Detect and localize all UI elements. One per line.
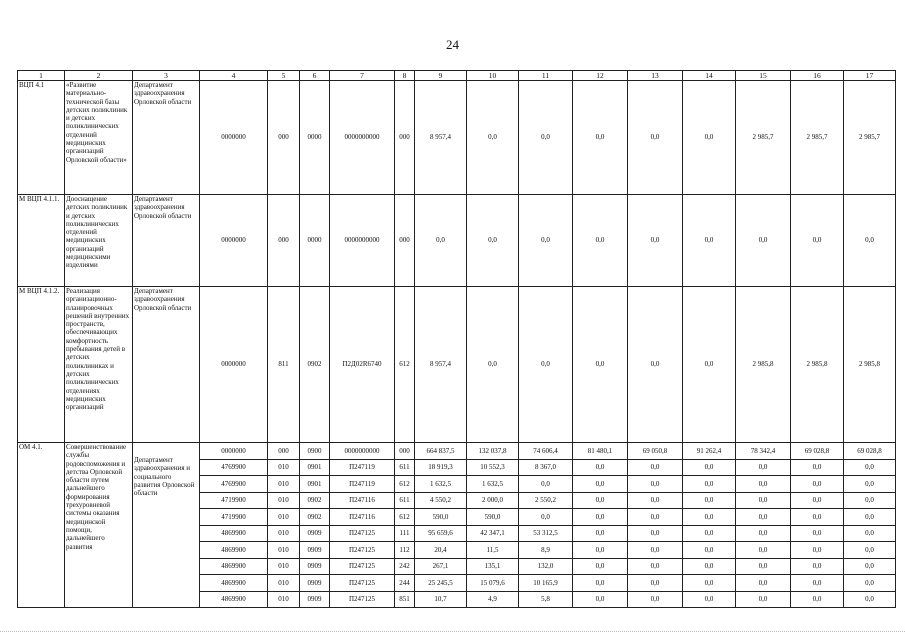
data-cell: 8 957,4: [415, 81, 467, 195]
data-cell: 0000000000: [330, 443, 395, 460]
data-cell: 0,0: [791, 509, 844, 526]
data-cell: 0,0: [736, 591, 791, 608]
data-cell: 0,0: [683, 542, 736, 559]
data-cell: 0,0: [683, 287, 736, 443]
column-number: 11: [519, 71, 573, 81]
data-cell: 2 985,7: [736, 81, 791, 195]
column-number: 12: [573, 71, 628, 81]
data-cell: 010: [268, 542, 300, 559]
data-cell: 0,0: [573, 542, 628, 559]
data-cell: 42 347,1: [467, 525, 519, 542]
data-cell: 851: [395, 591, 415, 608]
column-number: 13: [628, 71, 683, 81]
data-cell: 0902: [300, 509, 330, 526]
data-cell: П247125: [330, 575, 395, 592]
data-cell: 0,0: [736, 575, 791, 592]
data-cell: 612: [395, 509, 415, 526]
column-number: 14: [683, 71, 736, 81]
data-cell: 0,0: [573, 287, 628, 443]
data-cell: 2 985,8: [791, 287, 844, 443]
data-cell: 4769900: [200, 459, 268, 476]
data-cell: 0,0: [791, 558, 844, 575]
table-row: [18, 195, 896, 287]
data-cell: 0,0: [628, 509, 683, 526]
data-cell: 0,0: [628, 542, 683, 559]
data-cell: 4869900: [200, 542, 268, 559]
data-cell: 0,0: [844, 542, 896, 559]
page-number: 24: [446, 37, 459, 52]
data-cell: 15 079,6: [467, 575, 519, 592]
data-cell: 612: [395, 476, 415, 493]
column-number: 7: [330, 71, 395, 81]
data-cell: 0,0: [628, 575, 683, 592]
data-cell: 25 245,5: [415, 575, 467, 592]
data-cell: 244: [395, 575, 415, 592]
table-row: [18, 443, 896, 460]
data-cell: П247125: [330, 525, 395, 542]
data-cell: 81 480,1: [573, 443, 628, 460]
data-cell: П247125: [330, 591, 395, 608]
data-cell: 0000000: [200, 195, 268, 287]
data-cell: 4 550,2: [415, 492, 467, 509]
column-number: 4: [200, 71, 268, 81]
data-cell: 010: [268, 476, 300, 493]
column-number: 17: [844, 71, 896, 81]
data-cell: 91 262,4: [683, 443, 736, 460]
data-cell: 2 985,7: [791, 81, 844, 195]
data-cell: 135,1: [467, 558, 519, 575]
data-cell: 0,0: [791, 542, 844, 559]
data-cell: 0000: [300, 81, 330, 195]
row-executor: Департамент здравоохранения Орловской области: [133, 287, 200, 443]
data-cell: 0,0: [844, 459, 896, 476]
data-cell: 0,0: [628, 525, 683, 542]
data-cell: 0,0: [573, 525, 628, 542]
data-cell: 0,0: [467, 195, 519, 287]
data-cell: 11,5: [467, 542, 519, 559]
data-cell: 664 837,5: [415, 443, 467, 460]
data-cell: 0,0: [844, 509, 896, 526]
table-row: [18, 287, 896, 443]
data-cell: 242: [395, 558, 415, 575]
data-cell: 0,0: [683, 591, 736, 608]
data-cell: 10,7: [415, 591, 467, 608]
column-number: 3: [133, 71, 200, 81]
budget-table: [17, 70, 896, 608]
data-cell: 8 367,0: [519, 459, 573, 476]
data-cell: 0,0: [844, 525, 896, 542]
data-cell: 0,0: [791, 195, 844, 287]
data-cell: 000: [395, 81, 415, 195]
data-cell: 4,9: [467, 591, 519, 608]
data-cell: 010: [268, 492, 300, 509]
data-cell: 0,0: [844, 492, 896, 509]
data-cell: 2 000,0: [467, 492, 519, 509]
column-number: 10: [467, 71, 519, 81]
column-number: 6: [300, 71, 330, 81]
data-cell: 0909: [300, 558, 330, 575]
row-name: Дооснащение детских поликлиник и детских поликлиничеcких отделений медицинских организаций медицинскими изделиями: [65, 195, 133, 287]
data-cell: 0,0: [573, 558, 628, 575]
data-cell: 0900: [300, 443, 330, 460]
data-cell: 590,0: [467, 509, 519, 526]
data-cell: 0,0: [573, 591, 628, 608]
data-cell: 0,0: [467, 81, 519, 195]
data-cell: 0,0: [519, 81, 573, 195]
data-cell: 20,4: [415, 542, 467, 559]
data-cell: 0,0: [628, 591, 683, 608]
row-code: ВЦП 4.1: [18, 81, 65, 195]
column-number: 9: [415, 71, 467, 81]
data-cell: П247125: [330, 542, 395, 559]
data-cell: 0,0: [683, 476, 736, 493]
data-cell: 0,0: [519, 476, 573, 493]
data-cell: 000: [268, 195, 300, 287]
data-cell: 0,0: [736, 459, 791, 476]
row-executor: Департамент здравоохранения и социального развития Орловской области: [133, 443, 200, 608]
data-cell: 2 985,7: [844, 81, 896, 195]
data-cell: 0,0: [683, 459, 736, 476]
data-cell: 1 632,5: [467, 476, 519, 493]
data-cell: 53 312,5: [519, 525, 573, 542]
data-cell: П247116: [330, 492, 395, 509]
column-number: 2: [65, 71, 133, 81]
column-number: 16: [791, 71, 844, 81]
data-cell: 0901: [300, 459, 330, 476]
data-cell: 0,0: [628, 81, 683, 195]
data-cell: 0,0: [683, 509, 736, 526]
data-cell: 611: [395, 492, 415, 509]
row-name: «Развитие материально-технической базы детских поликлиник и детских поликлиничеcких отделений медицинских организаций Орловской области»: [65, 81, 133, 195]
row-code: М ВЦП 4.1.2.: [18, 287, 65, 443]
column-number: 8: [395, 71, 415, 81]
data-cell: 590,0: [415, 509, 467, 526]
data-cell: 0,0: [844, 195, 896, 287]
data-cell: 0,0: [736, 509, 791, 526]
data-cell: 000: [268, 81, 300, 195]
data-cell: 4719900: [200, 492, 268, 509]
data-cell: 0,0: [628, 195, 683, 287]
data-cell: 0,0: [844, 591, 896, 608]
data-cell: 0,0: [628, 476, 683, 493]
data-cell: 010: [268, 509, 300, 526]
data-cell: 69 050,8: [628, 443, 683, 460]
data-cell: 0,0: [844, 476, 896, 493]
data-cell: 2 985,8: [844, 287, 896, 443]
row-code: ОМ 4.1.: [18, 443, 65, 608]
data-cell: П247119: [330, 476, 395, 493]
data-cell: 0,0: [467, 287, 519, 443]
data-cell: 0,0: [519, 287, 573, 443]
data-cell: 0909: [300, 575, 330, 592]
data-cell: 0000000000: [330, 81, 395, 195]
row-name: Реализация организационно-планировочных решений внутренних пространств, обеспечивающих комфортность пребывания детей в детских поликлиниках и детских поликлиничеcких отделениях медицинских организаций: [65, 287, 133, 443]
data-cell: 95 659,6: [415, 525, 467, 542]
data-cell: 0,0: [791, 575, 844, 592]
data-cell: 0000000: [200, 443, 268, 460]
column-number: 5: [268, 71, 300, 81]
data-cell: 000: [395, 443, 415, 460]
data-cell: 611: [395, 459, 415, 476]
data-cell: 010: [268, 525, 300, 542]
data-cell: П247116: [330, 509, 395, 526]
data-cell: 8,9: [519, 542, 573, 559]
data-cell: 0,0: [683, 525, 736, 542]
data-cell: 0909: [300, 591, 330, 608]
data-cell: 0,0: [791, 459, 844, 476]
data-cell: 2 985,8: [736, 287, 791, 443]
data-cell: 0,0: [519, 195, 573, 287]
data-cell: 111: [395, 525, 415, 542]
data-cell: 0000000: [200, 287, 268, 443]
data-cell: П247125: [330, 558, 395, 575]
data-cell: 000: [268, 443, 300, 460]
data-cell: 69 028,8: [791, 443, 844, 460]
data-cell: 0,0: [844, 558, 896, 575]
data-cell: 0,0: [844, 575, 896, 592]
data-cell: 4769900: [200, 476, 268, 493]
data-cell: 010: [268, 558, 300, 575]
row-executor: Департамент здравоохранения Орловской области: [133, 195, 200, 287]
data-cell: 4869900: [200, 591, 268, 608]
data-cell: 0,0: [683, 575, 736, 592]
data-cell: 0,0: [736, 525, 791, 542]
data-cell: 0,0: [736, 492, 791, 509]
data-cell: 0,0: [573, 509, 628, 526]
data-cell: 0,0: [628, 459, 683, 476]
data-cell: 0,0: [519, 509, 573, 526]
data-cell: 0,0: [736, 476, 791, 493]
data-cell: 0,0: [683, 81, 736, 195]
data-cell: 0,0: [415, 195, 467, 287]
data-cell: 811: [268, 287, 300, 443]
data-cell: 4869900: [200, 525, 268, 542]
data-cell: 4869900: [200, 575, 268, 592]
data-cell: 10 165,9: [519, 575, 573, 592]
data-cell: 0,0: [573, 575, 628, 592]
data-cell: 0,0: [628, 558, 683, 575]
data-cell: 010: [268, 591, 300, 608]
data-cell: 000: [395, 195, 415, 287]
data-cell: 0902: [300, 287, 330, 443]
data-cell: 132,0: [519, 558, 573, 575]
data-cell: 78 342,4: [736, 443, 791, 460]
data-cell: 010: [268, 459, 300, 476]
data-cell: 0902: [300, 492, 330, 509]
data-cell: 010: [268, 575, 300, 592]
data-cell: 0909: [300, 525, 330, 542]
data-cell: 1 632,5: [415, 476, 467, 493]
data-cell: 4869900: [200, 558, 268, 575]
data-cell: 0,0: [573, 476, 628, 493]
column-number: 15: [736, 71, 791, 81]
row-executor: Департамент здравоохранения Орловской области: [133, 81, 200, 195]
data-cell: 0,0: [683, 492, 736, 509]
data-cell: 0,0: [791, 525, 844, 542]
row-code: М ВЦП 4.1.1.: [18, 195, 65, 287]
data-cell: П247119: [330, 459, 395, 476]
data-cell: 69 028,8: [844, 443, 896, 460]
data-cell: 0901: [300, 476, 330, 493]
data-cell: 8 957,4: [415, 287, 467, 443]
data-cell: 0,0: [628, 287, 683, 443]
data-cell: 0,0: [573, 459, 628, 476]
data-cell: 0,0: [736, 558, 791, 575]
data-cell: 74 606,4: [519, 443, 573, 460]
data-cell: 0,0: [736, 542, 791, 559]
data-cell: 0909: [300, 542, 330, 559]
data-cell: 18 919,3: [415, 459, 467, 476]
data-cell: 132 037,8: [467, 443, 519, 460]
data-cell: 0,0: [573, 81, 628, 195]
data-cell: 2 550,2: [519, 492, 573, 509]
data-cell: 0,0: [573, 195, 628, 287]
data-cell: 0,0: [736, 195, 791, 287]
data-cell: 0000000: [200, 81, 268, 195]
data-cell: 5,8: [519, 591, 573, 608]
data-cell: 0,0: [628, 492, 683, 509]
column-number: 1: [18, 71, 65, 81]
data-cell: П2Д02R6740: [330, 287, 395, 443]
data-cell: 112: [395, 542, 415, 559]
row-name: Совершенствование службы родовспоможения и детства Орловской области путем дальнейшего формирования трехуровневой системы оказания медицинской помощи, дальнейшего развития: [65, 443, 133, 608]
data-cell: 0,0: [683, 558, 736, 575]
page-bottom-edge: [0, 631, 905, 640]
column-number-row: [18, 71, 896, 81]
data-cell: 267,1: [415, 558, 467, 575]
data-cell: 0000000000: [330, 195, 395, 287]
data-cell: 612: [395, 287, 415, 443]
data-cell: 0,0: [683, 195, 736, 287]
data-cell: 0,0: [791, 492, 844, 509]
data-cell: 0,0: [573, 492, 628, 509]
data-cell: 0,0: [791, 476, 844, 493]
data-cell: 0,0: [791, 591, 844, 608]
data-cell: 0000: [300, 195, 330, 287]
data-cell: 10 552,3: [467, 459, 519, 476]
table-row: [18, 81, 896, 195]
data-cell: 4719900: [200, 509, 268, 526]
